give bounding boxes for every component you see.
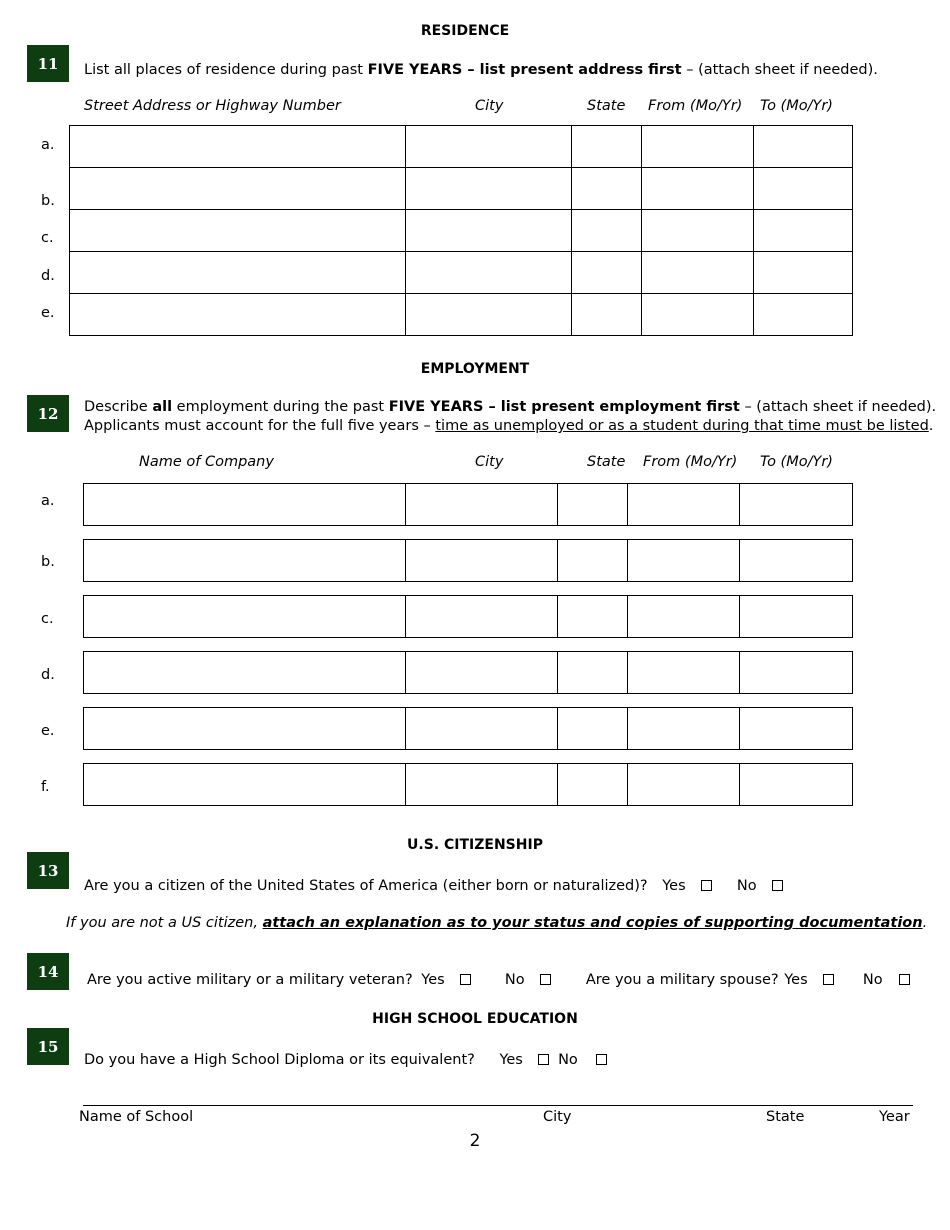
employment-row-a bbox=[83, 483, 853, 526]
residence-instructions: List all places of residence during past FIVE YEARS – list present address first – (attach sheet if needed). bbox=[84, 62, 878, 78]
citizenship-note: If you are not a US citizen, attach an explanation as to your status and copies of supporting documentation. bbox=[66, 915, 928, 931]
employment-col-company: Name of Company bbox=[139, 454, 274, 470]
citizenship-heading: U.S. CITIZENSHIP bbox=[407, 837, 543, 853]
employment-col-to: To (Mo/Yr) bbox=[760, 454, 833, 470]
section-number-12: 12 bbox=[27, 395, 69, 432]
education-no-label: No bbox=[558, 1052, 578, 1068]
table-cell[interactable] bbox=[628, 652, 740, 694]
table-cell[interactable] bbox=[740, 596, 853, 638]
employment-col-from: From (Mo/Yr) bbox=[643, 454, 738, 470]
spouse-no-checkbox[interactable] bbox=[899, 974, 910, 985]
employment-heading: EMPLOYMENT bbox=[420, 361, 530, 377]
education-heading: HIGH SCHOOL EDUCATION bbox=[372, 1011, 578, 1027]
table-cell[interactable] bbox=[572, 294, 642, 336]
table-cell[interactable] bbox=[740, 484, 853, 526]
table-cell[interactable] bbox=[70, 252, 406, 294]
table-cell[interactable] bbox=[628, 484, 740, 526]
section-number-13: 13 bbox=[27, 852, 69, 889]
table-cell[interactable] bbox=[405, 708, 558, 750]
military-no-label: No bbox=[504, 972, 525, 988]
table-cell[interactable] bbox=[754, 252, 853, 294]
table-cell[interactable] bbox=[70, 210, 406, 252]
table-cell[interactable] bbox=[70, 168, 406, 210]
employment-col-state: State bbox=[587, 454, 626, 470]
table-cell[interactable] bbox=[642, 252, 754, 294]
table-cell[interactable] bbox=[642, 168, 754, 210]
table-cell[interactable] bbox=[754, 210, 853, 252]
employment-row-label: e. bbox=[41, 723, 55, 739]
residence-col-to: To (Mo/Yr) bbox=[760, 98, 833, 114]
table-cell[interactable] bbox=[405, 294, 572, 336]
section-number-15: 15 bbox=[27, 1028, 69, 1065]
table-cell[interactable] bbox=[558, 652, 628, 694]
table-cell[interactable] bbox=[405, 764, 558, 806]
table-cell[interactable] bbox=[84, 764, 406, 806]
residence-row-label: b. bbox=[41, 193, 55, 209]
table-cell[interactable] bbox=[84, 596, 406, 638]
table-cell[interactable] bbox=[405, 652, 558, 694]
residence-row-label: a. bbox=[41, 137, 55, 153]
military-yes-checkbox[interactable] bbox=[460, 974, 471, 985]
citizenship-question: Are you a citizen of the United States of America (either born or naturalized)? Yes No bbox=[84, 878, 787, 894]
residence-col-from: From (Mo/Yr) bbox=[648, 98, 743, 114]
table-cell[interactable] bbox=[572, 252, 642, 294]
employment-col-city: City bbox=[475, 454, 504, 470]
education-yes-checkbox[interactable] bbox=[538, 1054, 549, 1065]
military-yes-label: Yes bbox=[421, 972, 445, 988]
table-cell[interactable] bbox=[642, 294, 754, 336]
table-cell[interactable] bbox=[558, 596, 628, 638]
table-cell[interactable] bbox=[558, 484, 628, 526]
employment-instructions: Describe all employment during the past FIVE YEARS – list present employment first – (attach sheet if needed). bbox=[84, 399, 937, 415]
citizenship-yes-label: Yes bbox=[662, 878, 686, 894]
citizenship-yes-checkbox[interactable] bbox=[701, 880, 712, 891]
table-row bbox=[70, 126, 853, 168]
table-cell[interactable] bbox=[70, 126, 406, 168]
employment-row-d bbox=[83, 651, 853, 694]
table-cell[interactable] bbox=[754, 294, 853, 336]
citizenship-no-checkbox[interactable] bbox=[772, 880, 783, 891]
table-row bbox=[70, 294, 853, 336]
employment-row-b bbox=[83, 539, 853, 582]
table-cell[interactable] bbox=[84, 708, 406, 750]
table-cell[interactable] bbox=[84, 540, 406, 582]
employment-row-label: d. bbox=[41, 667, 55, 683]
table-cell[interactable] bbox=[405, 540, 558, 582]
table-cell[interactable] bbox=[572, 210, 642, 252]
table-cell[interactable] bbox=[84, 652, 406, 694]
section-number-11: 11 bbox=[27, 45, 69, 82]
spouse-no-label: No bbox=[862, 972, 883, 988]
table-cell[interactable] bbox=[754, 168, 853, 210]
employment-row-label: c. bbox=[41, 611, 54, 627]
employment-row-e bbox=[83, 707, 853, 750]
employment-row-c bbox=[83, 595, 853, 638]
residence-col-state: State bbox=[587, 98, 626, 114]
spouse-question: Are you a military spouse? bbox=[585, 972, 779, 988]
military-question: Are you active military or a military veteran? Yes No Are you a military spouse? Yes No bbox=[87, 972, 914, 988]
education-question: Do you have a High School Diploma or its equivalent? Yes No bbox=[84, 1052, 611, 1068]
residence-row-label: c. bbox=[41, 230, 54, 246]
table-cell[interactable] bbox=[628, 540, 740, 582]
table-cell[interactable] bbox=[740, 652, 853, 694]
page-number: 2 bbox=[469, 1131, 481, 1151]
table-cell[interactable] bbox=[628, 708, 740, 750]
table-cell[interactable] bbox=[405, 126, 572, 168]
table-cell[interactable] bbox=[84, 484, 406, 526]
spouse-yes-checkbox[interactable] bbox=[823, 974, 834, 985]
spouse-yes-label: Yes bbox=[784, 972, 808, 988]
table-cell[interactable] bbox=[740, 540, 853, 582]
table-cell[interactable] bbox=[642, 126, 754, 168]
table-row bbox=[70, 210, 853, 252]
table-cell[interactable] bbox=[740, 764, 853, 806]
residence-col-city: City bbox=[475, 98, 504, 114]
residence-heading: RESIDENCE bbox=[420, 23, 510, 39]
residence-row-label: e. bbox=[41, 305, 55, 321]
table-row bbox=[70, 168, 853, 210]
table-cell[interactable] bbox=[405, 484, 558, 526]
table-cell[interactable] bbox=[740, 708, 853, 750]
employment-row-label: f. bbox=[41, 779, 50, 795]
residence-col-street: Street Address or Highway Number bbox=[84, 98, 341, 114]
residence-table bbox=[69, 125, 853, 336]
field-label-city: City bbox=[543, 1109, 572, 1125]
field-label-year: Year bbox=[879, 1109, 910, 1125]
table-cell[interactable] bbox=[628, 596, 740, 638]
school-signature-line[interactable] bbox=[83, 1105, 913, 1106]
table-cell[interactable] bbox=[642, 210, 754, 252]
residence-row-label: d. bbox=[41, 268, 55, 284]
field-label-state: State bbox=[766, 1109, 805, 1125]
education-yes-label: Yes bbox=[499, 1052, 523, 1068]
table-row bbox=[70, 252, 853, 294]
employment-row-label: a. bbox=[41, 493, 55, 509]
table-cell[interactable] bbox=[405, 210, 572, 252]
table-cell[interactable] bbox=[572, 168, 642, 210]
section-number-14: 14 bbox=[27, 953, 69, 990]
employment-instructions-2: Applicants must account for the full five years – time as unemployed or as a student during that time must be listed. bbox=[84, 418, 934, 434]
table-cell[interactable] bbox=[558, 540, 628, 582]
table-cell[interactable] bbox=[558, 764, 628, 806]
employment-row-f bbox=[83, 763, 853, 806]
military-no-checkbox[interactable] bbox=[540, 974, 551, 985]
table-cell[interactable] bbox=[754, 126, 853, 168]
table-cell[interactable] bbox=[405, 596, 558, 638]
table-cell[interactable] bbox=[572, 126, 642, 168]
citizenship-no-label: No bbox=[736, 878, 757, 894]
education-no-checkbox[interactable] bbox=[596, 1054, 607, 1065]
field-label-school: Name of School bbox=[79, 1109, 194, 1125]
table-cell[interactable] bbox=[405, 252, 572, 294]
table-cell[interactable] bbox=[70, 294, 406, 336]
employment-row-label: b. bbox=[41, 554, 55, 570]
table-cell[interactable] bbox=[405, 168, 572, 210]
table-cell[interactable] bbox=[558, 708, 628, 750]
table-cell[interactable] bbox=[628, 764, 740, 806]
